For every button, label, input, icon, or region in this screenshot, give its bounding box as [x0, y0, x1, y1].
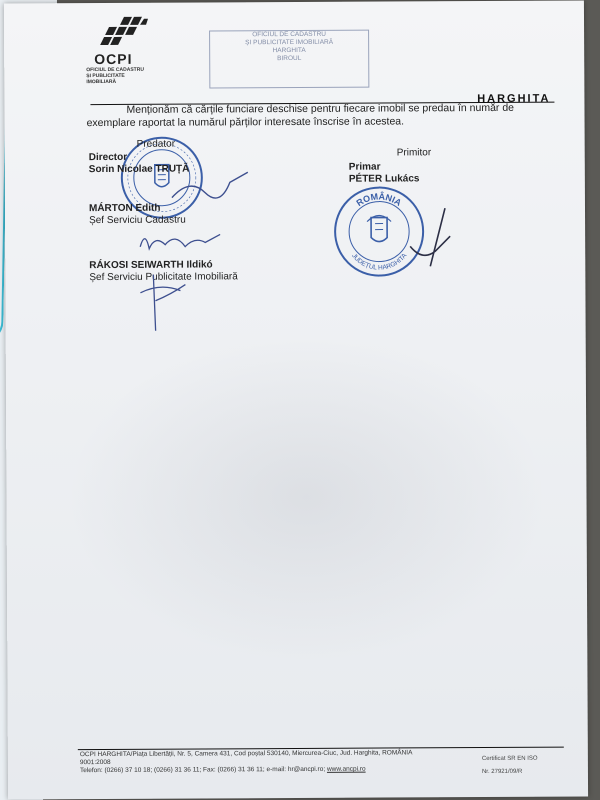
registration-stamp	[209, 30, 369, 89]
footer-info	[80, 749, 413, 775]
footer-contact-text: Telefon: (0266) 37 10 18; (0266) 31 36 11; Fax: (0266) 31 36 11; e-mail: hr@ancpi.ro;	[79, 765, 327, 775]
stamp-line-3: HARGHITA	[272, 46, 306, 55]
logo-subtitle-2: ȘI PUBLICITATE	[86, 72, 125, 80]
county-heading: HARGHITA	[477, 92, 551, 106]
ocpi-logo-icon	[94, 15, 148, 53]
seal-bottom-text: JUDEȚUL HARGHITA	[350, 252, 409, 272]
predator-label: Predator	[136, 138, 176, 150]
footer-certificate-number: Nr. 27921/09/R	[481, 768, 523, 776]
seal-top-text: ROMÂNIA	[354, 191, 404, 209]
primar-signature	[400, 206, 460, 276]
primitor-label: Primitor	[396, 147, 432, 159]
footer-website-link[interactable]: www.ancpi.ro	[326, 765, 366, 773]
marton-name: MÁRTON Edith	[88, 202, 161, 215]
stamp-line-1: OFICIUL DE CADASTRU	[252, 30, 326, 39]
footer-address: OCPI HARGHITA/Piața Libertății, Nr. 5, Camera 431, Cod poștal 530140, Miercurea-Ciuc, Jud. Harghita, ROMÂNIA	[79, 749, 413, 759]
document-page	[4, 0, 588, 799]
footer-contact	[80, 765, 413, 775]
svg-text:ROMÂNIA	[355, 190, 404, 208]
director-role: Director	[88, 151, 128, 164]
ocpi-logo	[86, 15, 156, 85]
logo-subtitle-3: IMOBILIARĂ	[86, 78, 117, 86]
stamp-line-2: ȘI PUBLICITATE IMOBILIARĂ	[245, 38, 334, 47]
marton-signature	[135, 224, 225, 254]
main-paragraph	[86, 102, 556, 130]
stamp-line-4: BIROUL	[277, 54, 302, 63]
marton-role: Șef Serviciu Cadastru	[89, 214, 186, 227]
rakosi-signature	[135, 273, 195, 333]
rakosi-name: RÁKOSI SEIWARTH Ildikó	[89, 259, 213, 272]
director-signature	[170, 167, 250, 207]
director-name: Sorin Nicolae TRUȚĂ	[88, 163, 190, 176]
logo-subtitle-1: OFICIUL DE CADASTRU	[86, 66, 144, 74]
show-through-shadow	[66, 331, 548, 664]
primar-role: Primar	[348, 161, 381, 173]
paragraph-text: Menționăm că cărțile funciare deschise pentru fiecare imobil se predau în număr de exemplare raportat la numărul părților interesate înscrise în acestea.	[86, 101, 515, 130]
rakosi-role: Șef Serviciu Publicitate Imobiliară	[89, 271, 238, 284]
logo-title: OCPI	[94, 50, 133, 68]
footer-iso: 9001:2008	[79, 758, 111, 767]
footer-certificate: Certificat SR EN ISO	[481, 755, 538, 763]
primar-name: PÉTER Lukács	[348, 173, 420, 185]
